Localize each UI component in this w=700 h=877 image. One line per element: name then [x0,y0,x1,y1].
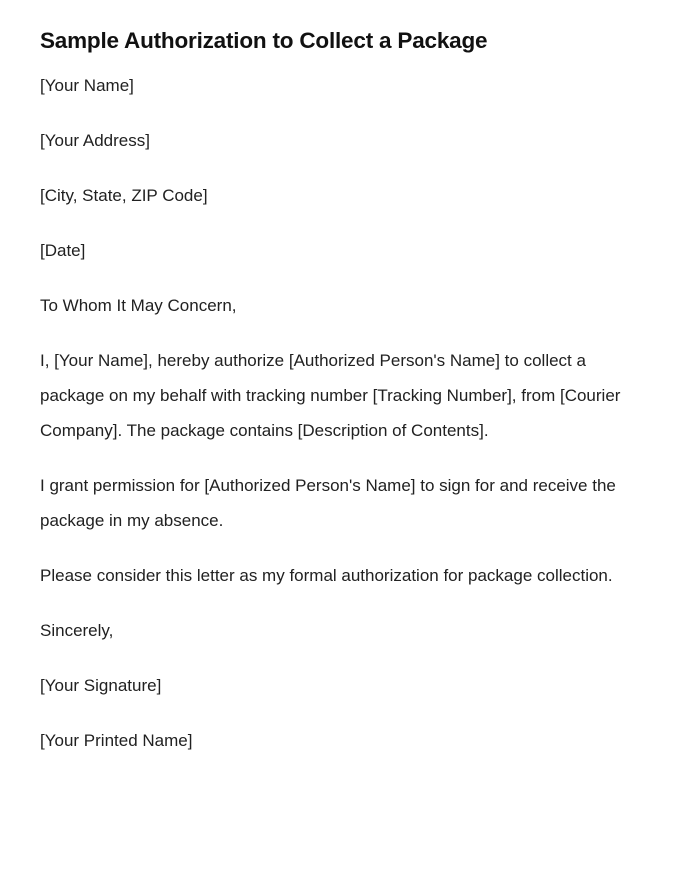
document-title: Sample Authorization to Collect a Package [40,28,488,53]
paragraph-signature: [Your Signature] [40,676,162,695]
paragraph-closing: Sincerely, [40,621,114,640]
paragraph-your-name: [Your Name] [40,76,134,95]
paragraph-date: [Date] [40,241,86,260]
paragraph-permission: I grant permission for [Authorized Person's Name] to sign for and receive the package in my absence. [40,476,616,530]
paragraph-salutation: To Whom It May Concern, [40,296,237,315]
paragraph-formal-request: Please consider this letter as my formal authorization for package collection. [40,566,613,585]
paragraph-printed-name: [Your Printed Name] [40,731,193,750]
paragraph-city-state-zip: [City, State, ZIP Code] [40,186,208,205]
paragraph-your-address: [Your Address] [40,131,150,150]
paragraph-authorization-body: I, [Your Name], hereby authorize [Authorized Person's Name] to collect a package on my behalf with tracking number [Tracking Number], from [Courier Company]. The package contains [Description of Contents]. [40,351,621,440]
